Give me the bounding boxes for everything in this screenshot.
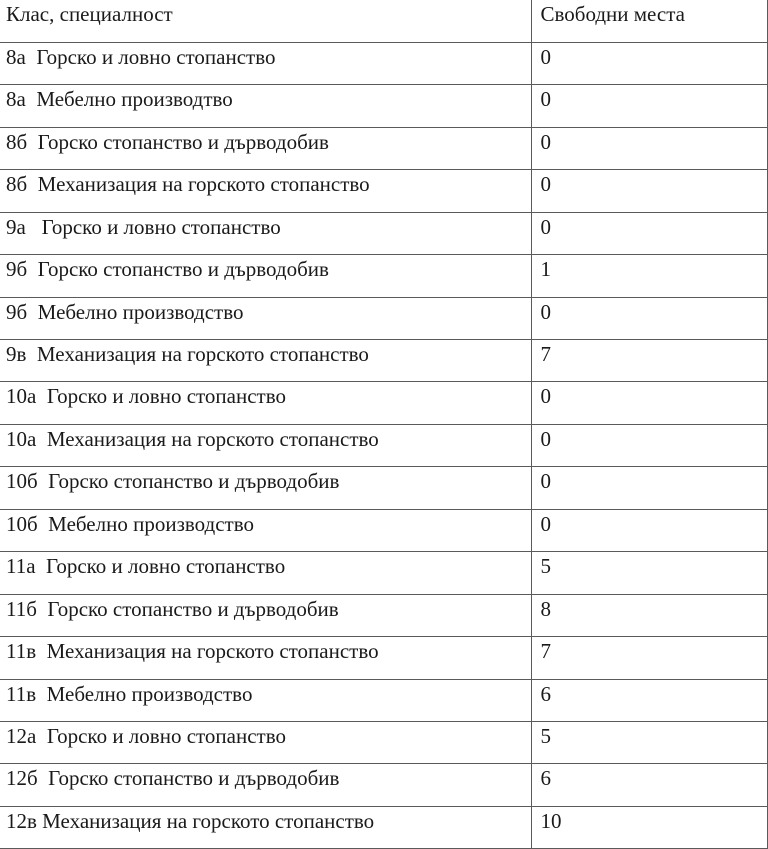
free-places-cell: 7	[531, 637, 767, 679]
table-row	[0, 467, 767, 509]
table-row	[0, 637, 767, 679]
free-places-cell: 0	[531, 127, 767, 169]
class-specialty-cell: 10а Горско и ловно стопанство	[0, 382, 531, 424]
table-row	[0, 85, 767, 127]
table-row	[0, 764, 767, 806]
header-class-specialty: Клас, специалност	[0, 0, 531, 42]
class-specialty-cell: 8б Механизация на горското стопанство	[0, 170, 531, 212]
free-places-cell: 0	[531, 382, 767, 424]
class-specialty-cell: 9а Горско и ловно стопанство	[0, 212, 531, 254]
free-places-cell: 7	[531, 340, 767, 382]
table-row	[0, 679, 767, 721]
header-row	[0, 0, 767, 42]
class-specialty-cell: 8а Горско и ловно стопанство	[0, 42, 531, 84]
free-places-cell: 10	[531, 806, 767, 848]
free-places-cell: 0	[531, 467, 767, 509]
table-row	[0, 297, 767, 339]
class-specialty-cell: 9б Мебелно производство	[0, 297, 531, 339]
class-specialty-cell: 12б Горско стопанство и дърводобив	[0, 764, 531, 806]
header-free-places: Свободни места	[531, 0, 767, 42]
free-places-cell: 0	[531, 297, 767, 339]
class-specialty-cell: 10б Мебелно производство	[0, 509, 531, 551]
free-places-cell: 5	[531, 721, 767, 763]
class-specialty-cell: 11б Горско стопанство и дърводобив	[0, 594, 531, 636]
class-specialty-cell: 12а Горско и ловно стопанство	[0, 721, 531, 763]
free-places-cell: 5	[531, 552, 767, 594]
table-row	[0, 594, 767, 636]
table-row	[0, 806, 767, 848]
table-row	[0, 509, 767, 551]
table-row	[0, 212, 767, 254]
class-specialty-cell: 10а Механизация на горското стопанство	[0, 424, 531, 466]
table-row	[0, 170, 767, 212]
free-places-cell: 0	[531, 509, 767, 551]
class-specialty-cell: 11а Горско и ловно стопанство	[0, 552, 531, 594]
class-specialty-cell: 12в Механизация на горското стопанство	[0, 806, 531, 848]
free-places-cell: 6	[531, 764, 767, 806]
class-specialty-cell: 8б Горско стопанство и дърводобив	[0, 127, 531, 169]
free-places-cell: 0	[531, 85, 767, 127]
free-places-cell: 1	[531, 255, 767, 297]
table-row	[0, 424, 767, 466]
table-row	[0, 255, 767, 297]
free-places-cell: 8	[531, 594, 767, 636]
table-row	[0, 552, 767, 594]
class-specialty-cell: 8а Мебелно производтво	[0, 85, 531, 127]
table-row	[0, 340, 767, 382]
free-places-cell: 6	[531, 679, 767, 721]
free-places-cell: 0	[531, 170, 767, 212]
table-row	[0, 382, 767, 424]
free-places-cell: 0	[531, 424, 767, 466]
free-places-cell: 0	[531, 212, 767, 254]
class-specialty-cell: 9б Горско стопанство и дърводобив	[0, 255, 531, 297]
free-places-cell: 0	[531, 42, 767, 84]
class-specialty-cell: 10б Горско стопанство и дърводобив	[0, 467, 531, 509]
table-row	[0, 42, 767, 84]
class-specialty-cell: 11в Механизация на горското стопанство	[0, 637, 531, 679]
table-row	[0, 721, 767, 763]
table-row	[0, 127, 767, 169]
class-specialty-cell: 9в Механизация на горското стопанство	[0, 340, 531, 382]
class-specialty-cell: 11в Мебелно производство	[0, 679, 531, 721]
